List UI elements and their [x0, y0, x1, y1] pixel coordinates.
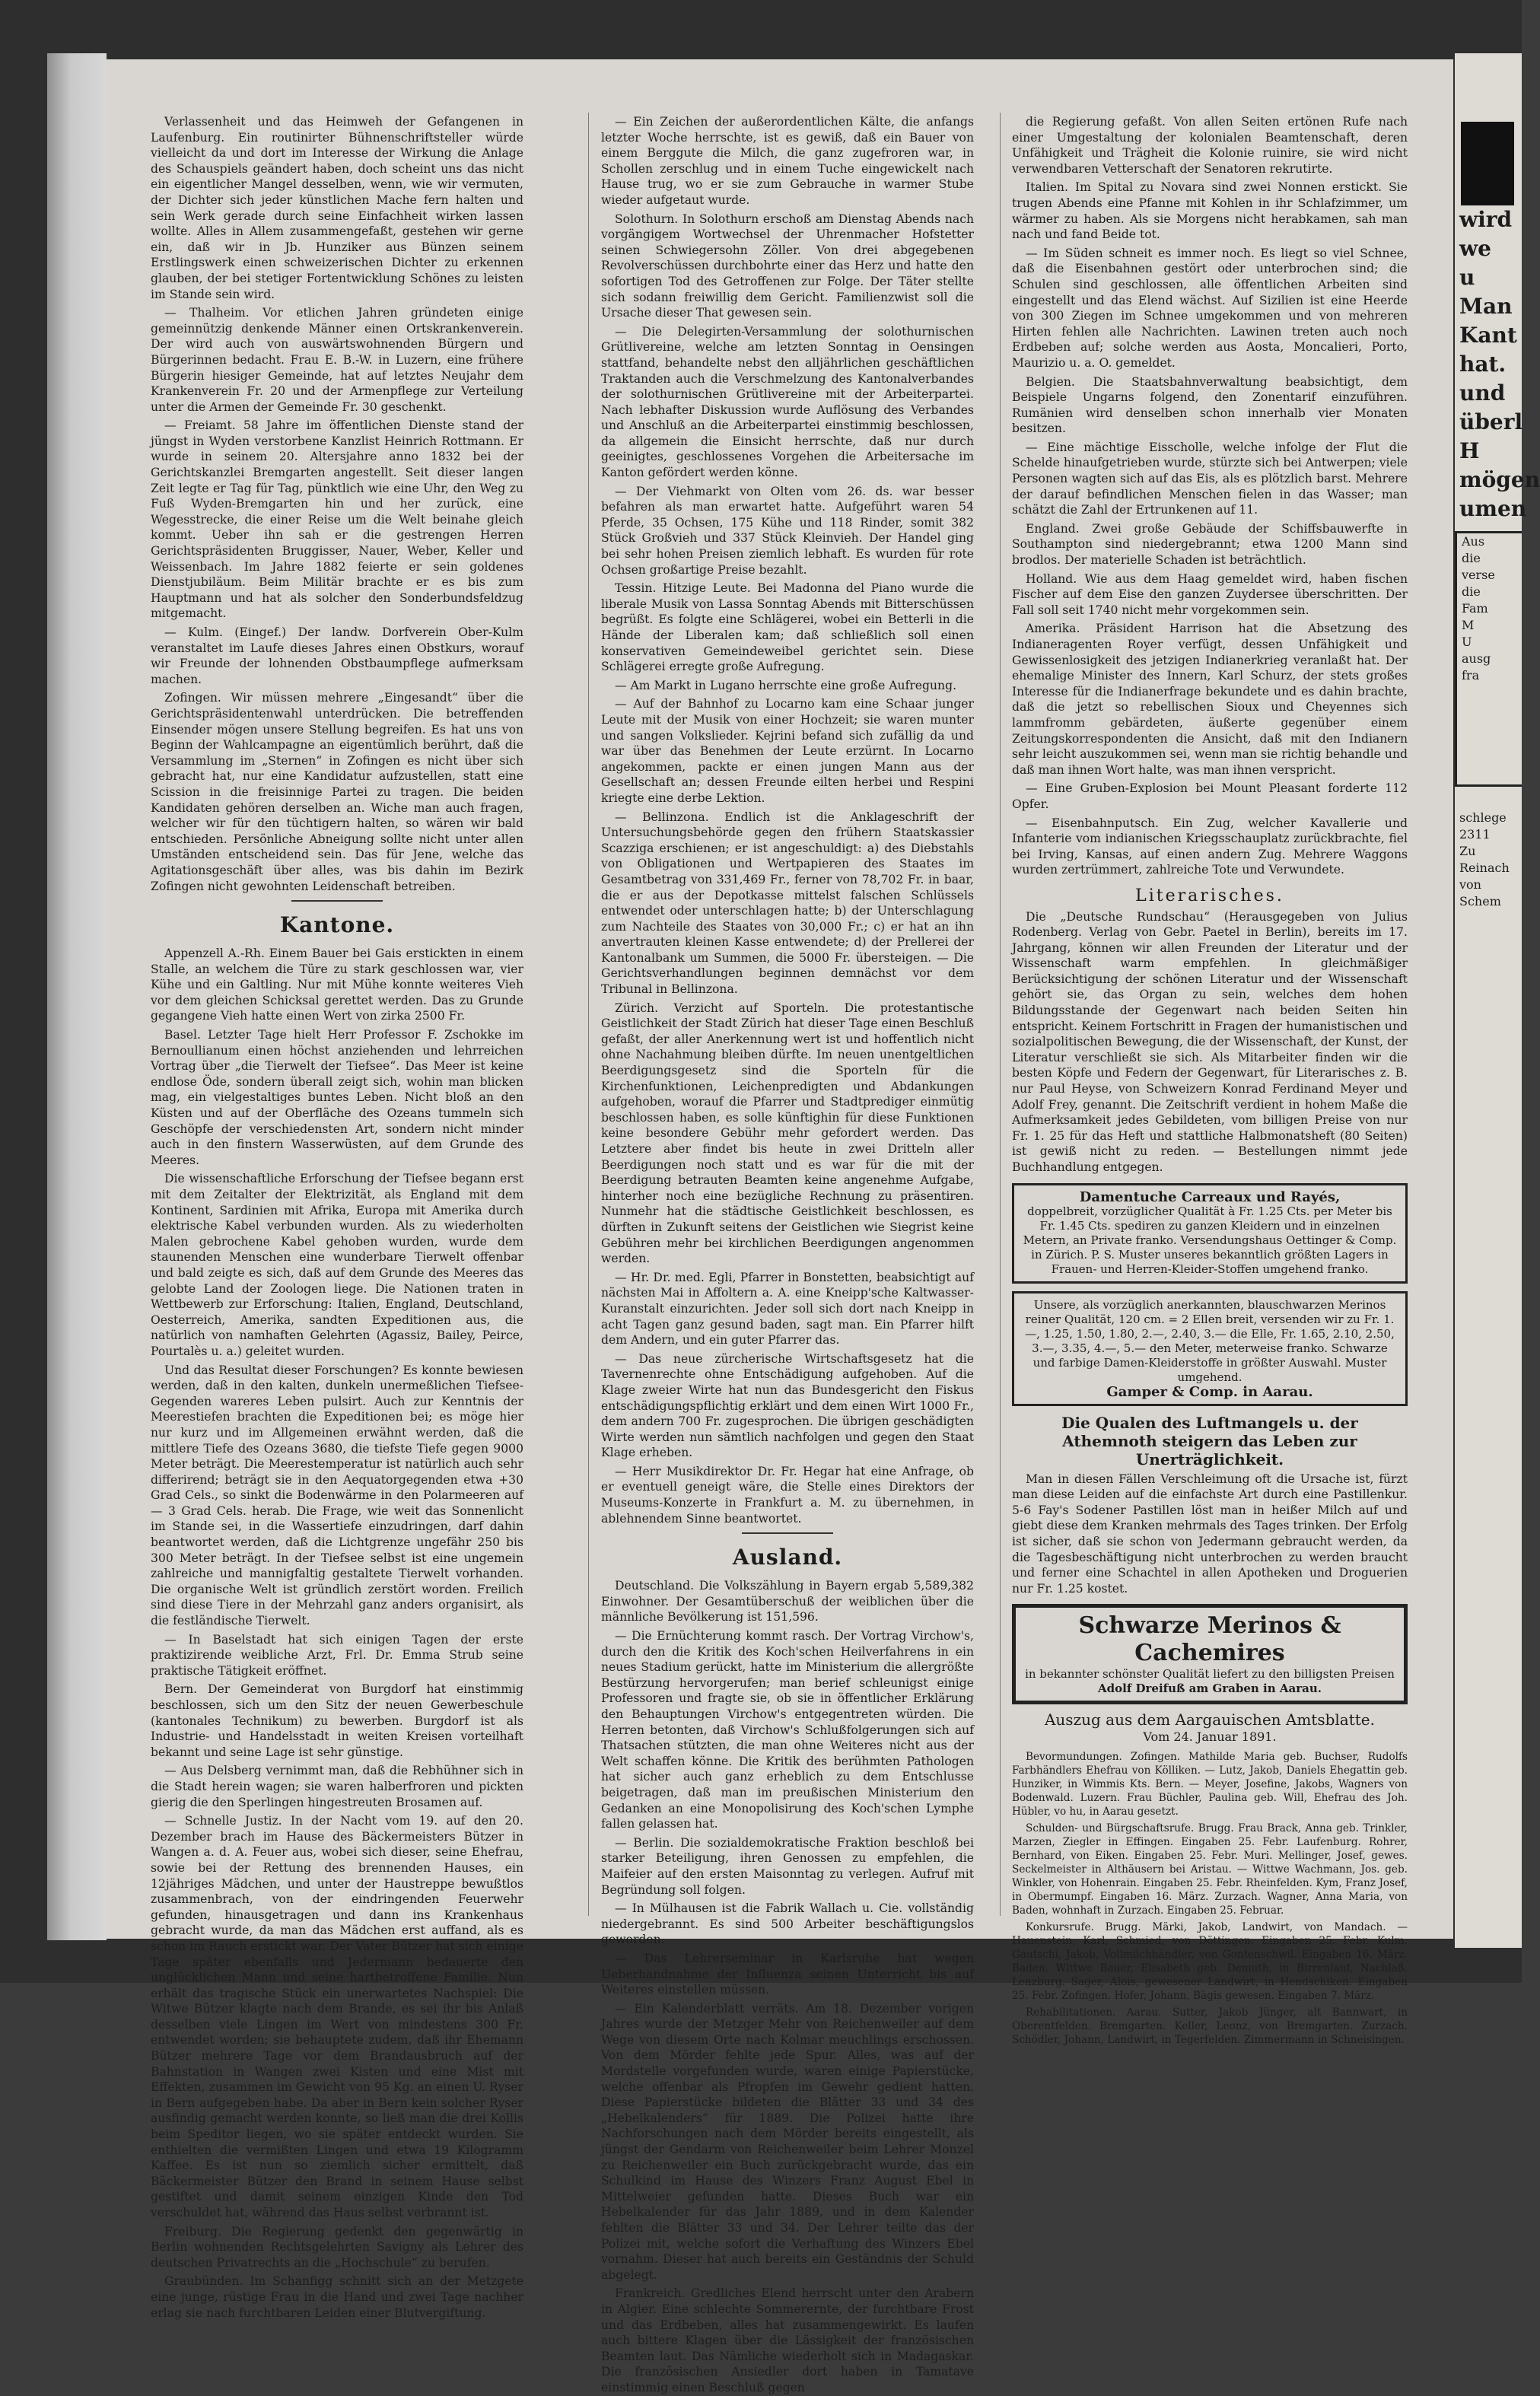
- article-paragraph: Bern. Der Gemeinderat von Burgdorf hat einstimmig beschlossen, sich um den Sitz der neuen Gewerbeschule (kantonales Technikum) zu bewerben. Burgdorf ist als Industrie- und Handelsstadt in weiten Kreisen vorteilhaft bekannt und seine Lage ist sehr günstige.: [151, 1682, 523, 1759]
- article-paragraph: — Der Viehmarkt von Olten vom 26. ds. war besser befahren als man erwartet hatte. Aufgeführt waren 54 Pferde, 35 Ochsen, 175 Kühe und 118 Rinder, somit 382 Stück Großvieh und 337 Stück Kleinvieh. Der Handel ging bei sehr hohen Preisen ziemlich lebhaft. Es wurden für rote Ochsen großartige Preise bezahlt.: [601, 484, 974, 577]
- amtsblatt-heading: Auszug aus dem Aargauischen Amtsblatte.: [1044, 1710, 1375, 1729]
- article-paragraph: — Berlin. Die sozialdemokratische Fraktion beschloß bei starker Beteiligung, ihren Genossen zu empfehlen, die Maifeier auf den ersten Maisonntag zu verlegen. Aufruf mit Begründung soll folgen.: [601, 1835, 974, 1897]
- article-paragraph: — Auf der Bahnhof zu Locarno kam eine Schaar junger Leute mit der Musik von einer Hochzeit; sie waren munter und sangen Volkslieder. Kejrini befand sich zufällig da und war über das Benehmen der Leute erzürnt. In Locarno angekommen, packte er einen jungen Mann aus der Gesellschaft an; dessen Freunde eilten herbei und Respini kriegte eine derbe Lektion.: [601, 697, 974, 805]
- adjacent-page-word: überl: [1459, 409, 1523, 434]
- article-paragraph: — Herr Musikdirektor Dr. Fr. Hegar hat eine Anfrage, ob er eventuell geneigt wäre, die Stelle eines Direktors der Museums-Konzerte in Frankfurt a. M. zu übernehmen, in ablehnendem Sinne beantwortet.: [601, 1464, 974, 1526]
- masthead-fragment: [1461, 122, 1514, 205]
- adjacent-page-word: wird: [1459, 207, 1513, 232]
- ad-schwarze-merinos-title: Schwarze Merinos & Cachemires: [1078, 1612, 1341, 1667]
- article-paragraph: Graubünden. Im Schanfigg schnitt sich an der Metzgete eine junge, rüstige Frau in die Hand und zwei Tage nachher erlag sie nach furchtbaren Leiden einer Blutvergiftung.: [151, 2274, 523, 2320]
- adjacent-ad-text: [1457, 533, 1522, 684]
- article-paragraph: — Aus Delsberg vernimmt man, daß die Rebhühner sich in die Stadt herein wagen; sie waren halberfroren und pickten gierig die den Sperlingen hingestreuten Brosamen auf.: [151, 1764, 523, 1809]
- article-paragraph: Tessin. Hitzige Leute. Bei Madonna del Piano wurde die liberale Musik von Lassa Sonntag Abends mit Bitterschüssen begrüßt. Es folgte eine Schlägerei, wobei ein Betterli in die Hände der Liberalen kam; daß schließlich soll einen konservativen Gemeindeweibel gerichtet sein. Diese Schlägerei erregte große Aufregung.: [601, 581, 974, 674]
- article-paragraph: — Das Lehrerseminar in Karlsruhe hat wegen Ueberhandnahme der Influenza seinen Unterricht bis auf Weiteres einstellen müssen.: [601, 1951, 974, 1997]
- article-paragraph: — Im Süden schneit es immer noch. Es liegt so viel Schnee, daß die Eisenbahnen gestört oder unterbrochen sind; die Schulen sind geschlossen, alle öffentlichen Arbeiten sind eingestellt und das Elend wächst. Auf Sizilien ist eine Heerde von 300 Ziegen im Schnee umgekommen und von mehreren Hirten fehlen alle Nachrichten. Lawinen treten auch noch Erdbeben auf; solche werden aus Aosta, Moncalieri, Porto, Maurizio u. a. O. gemeldet.: [1012, 246, 1408, 370]
- adjacent-page-word: von: [1459, 877, 1481, 892]
- article-paragraph: — Die Ernüchterung kommt rasch. Der Vortrag Virchow's, durch den die Kritik des Koch'schen Heilverfahrens in ein neues Stadium gerückt, hatte im Ministerium die allergrößte Bestürzung hervorgerufen; man berief schleunigst einige Professoren und fragte sie, ob sie in öffentlicher Erklärung den Behauptungen Virchow's entgegentreten würden. Die Herren betonten, daß Virchow's Schlußfolgerungen sich auf Thatsachen stützten, die man ohne Weiteres nicht aus der Welt schaffen könne. Die Kritik des berühmten Pathologen hat sicher auch ganz erheblich zu dem Entschlusse beigetragen, daß man im preußischen Ministerium den Gedanken an eine Monopolisirung des Koch'schen Lymphe fallen gelassen hat.: [601, 1629, 974, 1831]
- adjacent-page-word: umen: [1459, 496, 1527, 521]
- article-paragraph: — Kulm. (Eingef.) Der landw. Dorfverein Ober-Kulm veranstaltet im Laufe dieses Jahres einen Obstkurs, worauf wir Freunde der lohnenden Obstbaumpflege aufmerksam machen.: [151, 625, 523, 686]
- ad-damentuche: [1012, 1183, 1408, 1284]
- adjacent-page-fragment: [1455, 68, 1540, 1940]
- adjacent-page-word: Schem: [1459, 894, 1501, 908]
- amtsblatt-date: Vom 24. Januar 1891.: [1143, 1729, 1277, 1744]
- literarisches-heading: Literarisches.: [1135, 886, 1284, 905]
- adjacent-page-word: M: [1462, 618, 1475, 632]
- adjacent-page-word: Man: [1459, 294, 1513, 319]
- adjacent-page-word: und: [1459, 380, 1506, 406]
- adjacent-page-word: U: [1462, 635, 1472, 649]
- column-1: [151, 114, 523, 2320]
- column-rule: [1000, 113, 1001, 1916]
- article-paragraph: — Ein Zeichen der außerordentlichen Kälte, die anfangs letzter Woche herrschte, ist es gewiß, daß ein Bauer von einem Berggute die Milch, die ganz zugefroren war, in Schollen zerschlug und in einem Tuche eingewickelt nach Hause trug, wo er sie zum Gebrauche in warmer Stube wieder aufgetaut wurde.: [601, 115, 974, 207]
- article-paragraph: Und das Resultat dieser Forschungen? Es konnte bewiesen werden, daß in den kalten, dunkeln unermeßlichen Tiefsee-Gegenden wareres Leben pulsirt. Auch zur Kenntnis der Meerestiefen brachten die Expeditionen bei; es möge hier nur kurz und im Allgemeinen erwähnt werden, daß die mittlere Tiefe des Ozeans 3680, die tiefste Tiefe gegen 9000 Meter beträgt. Die Meerestemperatur ist natürlich auch sehr differirend; beträgt sie in den Aequatorgegenden etwa +30 Grad Cels., so sinkt die Bodenwärme in den Polarmeeren auf — 3 Grad Cels. herab. Die Frage, wie weit das Sonnenlicht im Stande sei, in die Wassertiefe einzudringen, darf dahin beantwortet werden, daß die Lichtgrenze ungefähr 250 bis 300 Meter beträgt. In der Tiefsee selbst ist eine ungemein zahlreiche und mannigfaltig gestaltete Tierwelt vorhanden. Die organische Welt ist gründlich zerstört worden. Freilich sind diese Tiere in der Mehrzahl ganz anders organisirt, als die festländische Tierwelt.: [151, 1363, 523, 1628]
- section-heading-ausland: Ausland.: [732, 1545, 843, 1570]
- adjacent-page-word: die: [1462, 584, 1481, 599]
- article-paragraph: Zürich. Verzicht auf Sporteln. Die protestantische Geistlichkeit der Stadt Zürich hat dieser Tage einen Beschluß gefaßt, der aller Anerkennung wert ist und hoffentlich nicht ohne Nachahmung bleiben dürfte. Im neuen unentgeltlichen Beerdigungsgesetz sind die Sporteln für die Kirchenfunktionen, Leichenpredigten und Abdankungen aufgehoben, worauf die Pfarrer und Stadtprediger einmütig beschlossen haben, es solle künftighin für diese Funktionen keine besondere Gebühr mehr gefordert werden. Das Letztere aber findet bis heute in zwei Dritteln aller Beerdigungen noch statt und es war für die mit der Beerdigung betrauten Beamten keine angenehme Aufgabe, hinterher noch eine bezügliche Rechnung zu präsentiren. Nunmehr hat die städtische Geistlichkeit beschlossen, es dürften in Zukunft seitens der Geistlichen wie Siegrist keine Gebühren mehr bei kirchlichen Beerdigungen angenommen werden.: [601, 1001, 974, 1266]
- column-2-articles: [601, 114, 974, 1526]
- amtsblatt-entry: Rehabilitationen. Aarau. Sutter, Jakob Jünger, alt Bannwart, in Oberentfelden. Bremgarten. Keller, Leonz, von Bremgarten. Zurzach. Schödler, Johann, Landwirt, in Tegerfelden. Zimmermann in Schneisingen.: [1012, 2006, 1408, 2046]
- ad-damentuche-title: Damentuche Carreaux und Rayés,: [1079, 1188, 1341, 1205]
- article-paragraph: Freiburg. Die Regierung gedenkt den gegenwärtig in Berlin wohnenden Rechtsgelehrten Savigny als Lehrer des deutschen Privatrechts an die „Hochschule“ zu berufen.: [151, 2224, 523, 2270]
- article-paragraph: die Regierung gefaßt. Von allen Seiten ertönen Rufe nach einer Umgestaltung der kolonialen Beamtenschaft, deren Unfähigkeit und Trägheit die Kolonie ruinire, sie wird nicht verwendbaren Vetterschaft der Senatoren rekrutirte.: [1012, 115, 1408, 176]
- amtsblatt-entry: Konkursrufe. Brugg. Märki, Jakob, Landwirt, von Mandach. — Hauenstein, Karl, Schmied, von Döttingen. Eingaben 25. Febr. Kulm. Gautschi, Jakob, Vollmilchhändler, von Gontenschwil. Eingaben 16. März. Baden. Wittwe Bauer, Elisabeth geb. Demuth, in Birrenlauf, Nachlaß. Lenzburg. Sager, Alois, gewesener Landwirt, in Hendschiken. Eingaben 25. Febr. Zofingen. Hofer, Johann, Bägis gewesen. Eingaben 7. März.: [1012, 1920, 1408, 2002]
- adjacent-page-word: mögen: [1459, 467, 1540, 492]
- section-rule: [742, 1532, 833, 1534]
- adjacent-page-word: hat.: [1459, 352, 1507, 377]
- article-paragraph: Basel. Letzter Tage hielt Herr Professor F. Zschokke im Bernoullianum einen höchst anziehenden und lehrreichen Vortrag über „die Tierwelt der Tiefsee“. Das Meer ist keine endlose Öde, sondern überall zeigt sich, wohin man blicken mag, ein vielgestaltiges buntes Leben. Nicht bloß an den Küsten und auf der Oberfläche des Ozeans tummeln sich Geschöpfe der verschiedensten Art, sondern nicht minder auch in den finstern Wasserwüsten, auf dem Grunde des Meeres.: [151, 1028, 523, 1167]
- adjacent-page-word: Reinach: [1459, 861, 1510, 875]
- adjacent-page-word: Kant: [1459, 323, 1517, 348]
- ad-damentuche-text: doppelbreit, vorzüglicher Qualität à Fr. 1.25 Cts. per Meter bis Fr. 1.45 Cts. spediren zu ganzen Kleidern und in einzelnen Metern, an Private franko. Versendungshaus Oettinger & Comp. in Zürich. P. S. Muster unseres bekanntlich größten Lagers in Frauen- und Herren-Kleider-Stoffen umgehend franko.: [1023, 1204, 1397, 1276]
- article-paragraph: England. Zwei große Gebäude der Schiffsbauwerfte in Southampton sind niedergebrannt; etwa 1200 Mann sind brodlos. Der materielle Schaden ist beträchtlich.: [1012, 521, 1408, 568]
- amtsblatt-entry: Bevormundungen. Zofingen. Mathilde Maria geb. Buchser, Rudolfs Farbhändlers Ehefrau von Kölliken. — Lutz, Jakob, Daniels Ehegattin geb. Hunziker, in Wimmis Kts. Bern. — Meyer, Josefine, Jakobs, Wagners von Bodenwald. Luzern. Frau Büchler, Paulina geb. Will, Ehefrau des Joh. Hübler, vo hu, in Aarau gesetzt.: [1012, 1750, 1408, 1818]
- column-1-articles: [151, 114, 523, 894]
- adjacent-page-word: verse: [1462, 568, 1495, 582]
- article-paragraph: — Ein Kalenderblatt verräts. Am 18. Dezember vorigen Jahres wurde der Metzger Mehr von Reichenweiler auf dem Wege von diesem Orte nach Kolmar meuchlings erschossen. Von dem Mörder fehlte jede Spur. Alles, was auf der Mordstelle vorgefunden wurde, waren einige Papierstücke, welche offenbar als Pfropfen im Gewehr gedient hatten. Diese Papierstücke bildeten die Blätter 33 und 34 des „Hebelkalenders“ für 1889. Die Polizei hatte ihre Nachforschungen nach dem Mörder bereits eingestellt, als jüngst der Gendarm von Reichenweiler beim Lehrer Monzel zu Reichenweiler ein Buch zurückgebracht wurde, das ein Schulkind im Hause des Winzers Franz August Ebel in Mittelweier gefunden hatte. Dieses Buch war ein Hebelkalender für das Jahr 1889, und in dem Kalender fehlten die Blätter 33 und 34. Der Lehrer teilte das der Polizei mit, welche sofort die Verhaftung des Winzers Ebel vornahm. Dieser hat auch bereits ein Geständnis der Schuld abgelegt.: [601, 2001, 974, 2282]
- ad-schwarze-merinos-text: in bekannter schönster Qualität liefert zu den billigsten Preisen: [1025, 1667, 1395, 1682]
- column-1-kantone-articles: [151, 946, 523, 2321]
- column-3-articles: [1012, 114, 1408, 878]
- article-paragraph: Italien. Im Spital zu Novara sind zwei Nonnen erstickt. Sie trugen Abends eine Pfanne mit Kohlen in ihr Schlafzimmer, um wärmer zu haben. Als sie Morgens nicht herabkamen, sah man nach und fand Beide tot.: [1012, 180, 1408, 242]
- adjacent-page-word: Fam: [1462, 601, 1488, 616]
- adjacent-ad-box: [1455, 531, 1522, 787]
- ad-schwarze-merinos: [1012, 1604, 1408, 1704]
- article-paragraph: Amerika. Präsident Harrison hat die Absetzung des Indianeragenten Royer verfügt, dessen Unfähigkeit und Gewissenlosigkeit des jetzigen Indianerkrieg veranlaßt hat. Der ehemalige Minister des Innern, Karl Schurz, der stets großes Interesse für die Indianerfrage bekundete und es dahin brachte, daß die jetzt so rebellischen Sioux und Cheyennes sich lammfromm gebärdeten, äußerte gegenüber einem Zeitungskorrespondenten die Ansicht, daß mit den Indianern sehr leicht auszukommen sei, wenn man sie richtig behandle und daß man ihnen Wort halte, was man ihnen verspricht.: [1012, 622, 1408, 777]
- article-paragraph: Solothurn. In Solothurn erschoß am Dienstag Abends nach vorgängigem Wortwechsel der Uhrenmacher Hofstetter seinen Schwiegersohn Zöller. Von drei abgegebenen Revolverschüssen durchbohrte einer das Herz und hatte den sofortigen Tod des Getroffenen zur Folge. Der Täter stellte sich sodann freiwillig dem Gericht. Familienzwist soll die Ursache dieser That gewesen sein.: [601, 212, 974, 320]
- adjacent-page-word: Aus: [1462, 534, 1485, 549]
- column-3: [1012, 114, 1408, 2046]
- adjacent-page-word: Zu: [1459, 844, 1476, 858]
- article-paragraph: — Freiamt. 58 Jahre im öffentlichen Dienste stand der jüngst in Wyden verstorbene Kanzlist Heinrich Rottmann. Er wurde in seinem 20. Altersjahre anno 1832 bei der Gerichtskanzlei Bremgarten angestellt. Seit dieser langen Zeit legte er Tag für Tag, pünktlich wie eine Uhr, den Weg zu Fuß Wyden-Bremgarten hin und her zurück, eine Wegesstrecke, die einer Reise um die Welt beinahe gleich kommt. Ueber ihn sah er die gestrengen Herren Gerichtspräsidenten Bruggisser, Nauer, Weber, Keller und Weissenbach. Im Jahre 1882 feierte er sein goldenes Dienstjubiläum. Beim Militär brachte er es bis zum Hauptmann und hat als solcher den Sonderbundsfeldzug mitgemacht.: [151, 418, 523, 621]
- adjacent-page-words: [1455, 205, 1540, 523]
- ad-merinos-gamper: [1012, 1291, 1408, 1406]
- article-paragraph: Zofingen. Wir müssen mehrere „Eingesandt“ über die Gerichtspräsidentenwahl unterdrücken. Die betreffenden Einsender mögen unsere Stellung begreifen. Es hat uns von Beginn der Wahlcampagne an eigentümlich berührt, daß die Versammlung im „Sternen“ in Zofingen es nicht über sich gebracht hat, nur eine Kandidatur aufzustellen, statt eine Scission in die freisinnige Partei zu tragen. Die beiden Kandidaten gehören derselben an. Wiche man auch fragen, welcher wir für den tüchtigern halten, so wären wir bald entschieden. Persönliche Abneigung sollte nicht unter allen Umständen entscheidend sein. Das für Jene, welche das Agitationsgeschäft über alles, was bis dahin im Bezirk Zofingen nicht gewohnten Leidenschaft betreiben.: [151, 691, 523, 893]
- article-paragraph: Holland. Wie aus dem Haag gemeldet wird, haben fischen Fischer auf dem Eise den ganzen Zuydersee überschritten. Der Fall soll seit 1740 nicht mehr vorgekommen sein.: [1012, 571, 1408, 617]
- adjacent-page-word: ausg: [1462, 651, 1491, 666]
- ad-merinos-gamper-text: Unsere, als vorzüglich anerkannten, blauschwarzen Merinos reiner Qualität, 120 cm. = 2 Ellen breit, versenden wir zu Fr. 1.—, 1.25, 1.50, 1.80, 2.—, 2.40, 3.— die Elle, Fr. 1.65, 2.10, 2.50, 3.—, 3.35, 4.—, 5.— den Meter, meterweise franko. Schwarze und farbige Damen-Kleiderstoffe in größter Auswahl. Muster umgehend.: [1025, 1297, 1395, 1384]
- article-paragraph: Frankreich. Gredliches Elend herrscht unter den Arabern in Algier. Eine schlechte Sommerernte, der furchtbare Frost und das Erdbeben, alles hat zusammengewirkt. Es laufen auch bittere Klagen über die Lässigkeit der französischen Beamten laut. Das Nämliche wiederholt sich in Madagaskar. Die französischen Ansiedler dort haben in Tamatave einstimmig einen Beschluß gegen: [601, 2286, 974, 2394]
- adjacent-page-word: schlege: [1459, 810, 1507, 825]
- adjacent-page-tail: [1455, 810, 1522, 910]
- ad-qualen-text: Man in diesen Fällen Verschleimung oft die Ursache ist, fürzt man diese Leiden auf die einfachste Art durch eine Pastillenkur. 5-6 Fay's Sodener Pastillen löst man in heißer Milch auf und giebt diese dem Kranken mehrmals des Tages trinken. Der Erfolg ist sicher, daß sie schon von Jedermann gebraucht werden, da die Tagesbeschäftigung nicht unterbrochen zu werden braucht und ferner eine Schachtel in allen Apotheken und Droguerien nur Fr. 1.25 kostet.: [1012, 1472, 1408, 1596]
- ad-qualen-heading: Die Qualen des Luftmangels u. der Athemnoth steigern das Leben zur Unerträglichkeit.: [1061, 1413, 1358, 1468]
- article-paragraph: Deutschland. Die Volkszählung in Bayern ergab 5,589,382 Einwohner. Der Gesamtüberschuß der weiblichen über die männliche Bevölkerung ist 151,596.: [601, 1579, 974, 1624]
- article-paragraph: — In Baselstadt hat sich einigen Tagen der erste praktizirende weibliche Arzt, Frl. Dr. Emma Strub seine praktische Tätigkeit eröffnet.: [151, 1632, 523, 1678]
- section-rule: [291, 900, 383, 902]
- article-paragraph: — Eine Gruben-Explosion bei Mount Pleasant forderte 112 Opfer.: [1012, 781, 1408, 811]
- adjacent-page-word: we: [1459, 236, 1491, 261]
- article-paragraph: — Bellinzona. Endlich ist die Anklageschrift der Untersuchungsbehörde gegen den frühern Staatskassier Scazziga erschienen; er ist angeschuldigt: a) des Diebstahls von Obligationen und Wertpapieren des Staates im Gesamtbetrag von 331,469 Fr., ferner von 78,702 Fr. in baar, die er aus der Depotkasse mittelst falschen Schlüssels entwendet oder unterschlagen hatte; b) der Unterschlagung zum Nachteile des Staates von 30,000 Fr.; c) er hat an ihn anvertrauten kleinen Kasse entwendete; d) der Prellerei der Kantonalbank um Summen, die 5000 Fr. übersteigen. — Die Gerichtsverhandlungen beginnen demnächst vor dem Tribunal in Bellinzona.: [601, 810, 974, 997]
- article-paragraph: — Das neue zürcherische Wirtschaftsgesetz hat die Tavernenrechte ohne Entschädigung aufgehoben. Auf die Klage zweier Wirte hat nun das Bundesgericht den Fiskus entschädigungspflichtig erklärt und dem einen Wirt 1000 Fr., dem andern 700 Fr. zugesprochen. Die übrigen geschädigten Wirte werden nun sämtlich nachfolgen und gegen den Staat Klage erheben.: [601, 1351, 974, 1460]
- column-rule: [588, 113, 589, 1916]
- page-binding: [47, 53, 107, 1940]
- column-2: [601, 114, 974, 2394]
- amtsblatt-entry: Schulden- und Bürgschaftsrufe. Brugg. Frau Brack, Anna geb. Trinkler, Marzen, Ziegler in Effingen. Eingaben 25. Febr. Laufenburg. Rohrer, Bernhard, von Eiken. Eingaben 25. Febr. Muri. Mellinger, Josef, gewes. Seckelmeister in Althäusern bei Aristau. — Wittwe Wachmann, Jos. geb. Winkler, von Hohenrain. Eingaben 25. Febr. Rheinfelden. Kym, Franz Josef, in Obermumpf. Eingaben 16. März. Zurzach. Wagner, Anna Maria, von Baden, wohnhaft in Zurzach. Eingaben 25. Februar.: [1012, 1822, 1408, 1917]
- article-paragraph: — Thalheim. Vor etlichen Jahren gründeten einige gemeinnützig denkende Männer einen Ortskrankenverein. Der wird auch von auswärtswohnenden Bürgern und Bürgerinnen bedacht. Frau E. B.-W. in Luzern, eine frühere Bürgerin hiesiger Gemeinde, hat auf letztes Neujahr dem Krankenverein Fr. 20 und der Armenpflege zur Verteilung unter die Armen der Gemeinde Fr. 30 geschenkt.: [151, 306, 523, 414]
- article-paragraph: — In Mülhausen ist die Fabrik Wallach u. Cie. vollständig niedergebrannt. Es sind 500 Arbeiter beschäftigungslos geworden.: [601, 1901, 974, 1947]
- adjacent-page-word: H: [1459, 438, 1480, 463]
- adjacent-page-word: 2311: [1459, 827, 1491, 842]
- article-paragraph: — Die Delegirten-Versammlung der solothurnischen Grütlivereine, welche am letzten Sonntag in Oensingen stattfand, behandelte nebst den alljährlichen geschäftlichen Traktanden auch die Verschmelzung des Kantonalverbandes der solothurnischen Grütlivereine mit der Arbeiterpartei. Nach lebhafter Diskussion wurde Auflösung des Verbandes und Anschluß an die Arbeiterpartei einstimmig beschlossen, da allgemein die Einsicht herrschte, daß nur durch geeinigtes, geschlossenes Vorgehen die Arbeitersache im Kanton gefördert werden könne.: [601, 324, 974, 480]
- adjacent-page-word: die: [1462, 551, 1481, 565]
- article-paragraph: — Schnelle Justiz. In der Nacht vom 19. auf den 20. Dezember brach im Hause des Bäckermeisters Bützer in Wangen a. d. A. Feuer aus, wobei sich dieser, seine Ehefrau, sowie bei der Rettung des brennenden Hauses, ein 12jähriges Mädchen, und unter der Haustreppe bewußtlos zusammenbrach, von der eindringenden Feuerwehr gefunden, hinausgetragen und dann ins Krankenhaus gebracht wurde, da man das Mädchen erst auffand, als es schon im Rauch erstickt war. Der Vater Bützer hat sich einige Tage später ebenfalls und Jedermann bedauerte den unglücklichen Mann und seine hartbetroffene Familie. Nun erhält das tragische Stück ein unerwartetes Nachspiel: Die Witwe Bützer klagte nach dem Brande, es sei ihr bis Anlaß desselben viele Lingen im Wert von mindestens 300 Fr. entwendet worden; sie behauptete zudem, daß ihr Ehemann Bützer mehrere Tage vor dem Brandausbruch auf der Bahnstation in Wangen zwei Kisten und eine Mist mit Effekten, zusammen im Gewicht von 95 Kg. an einen U. Ryser in Bern aufgegeben habe. Da aber in Bern kein solcher Ryser ausfindig gemacht werden konnte, so ließ man die drei Kollis beim Speditor liegen, wo sie später entdeckt wurden. Sie enthielten die vermißten Lingen und etwa 19 Kilogramm Kaffee. Es ist nun so ziemlich sicher ermittelt, daß Bäckermeister Bützer den Brand in seinem Hause selbst gestiftet und damit seinem einzigen Kinde den Tod verschuldet hat, während das Haus selbst verbrannt ist.: [151, 1814, 523, 2219]
- article-paragraph: Die wissenschaftliche Erforschung der Tiefsee begann erst mit dem Zeitalter der Elektrizität, als England mit dem Kontinent, Sardinien mit Afrika, Europa mit Amerika durch elektrische Kabel verbunden wurden. Als zu wiederholten Malen gebrochene Kabel gehoben wurden, wurde dem staunenden Menschen eine wunderbare Tierwelt offenbar und bald zeigte es sich, daß auf dem Grunde des Meeres das gelobte Land der Zoologen liege. Die Nationen traten in Wettbewerb zur Erforschung: Italien, England, Deutschland, Oesterreich, Amerika, sandten Expeditionen aus, die natürlich von namhaften Gelehrten (Agassiz, Bailey, Peirce, Pourtalès u. a.) geleitet wurden.: [151, 1172, 523, 1358]
- column-2-ausland-articles: [601, 1578, 974, 2395]
- amtsblatt-entries: [1012, 1750, 1408, 2047]
- article-paragraph: — Eine mächtige Eisscholle, welche infolge der Flut die Schelde hinaufgetrieben wurde, stürzte sich bei Antwerpen; viele Personen wagten sich auf das Eis, als es plötzlich barst. Mehrere der darauf befindlichen Menschen fielen in das Wasser; man schätzt die Zahl der Ertrunkenen auf 11.: [1012, 440, 1408, 517]
- article-paragraph: — Hr. Dr. med. Egli, Pfarrer in Bonstetten, beabsichtigt auf nächsten Mai in Affoltern a. A. eine Kneipp'sche Kaltwasser-Kuranstalt einzurichten. Jeder soll sich dort nach Kneipp in acht Tagen ganz gesund baden, sagt man. Ein Pfarrer hilft dem Andern, und ein guter Pfarrer das.: [601, 1270, 974, 1348]
- ad-schwarze-merinos-signature: Adolf Dreifuß am Graben in Aarau.: [1098, 1682, 1322, 1696]
- article-paragraph: Verlassenheit und das Heimweh der Gefangenen in Laufenburg. Ein routinirter Bühnenschriftsteller würde vielleicht da und dort im Interesse der Wirkung die Anlage des Schauspiels geändert haben, doch scheint uns das nicht ein eigentlicher Mangel desselben, wenn, wie wir vermuten, der Dichter sich jeder künstlichen Mache fern halten und sein Werk gerade durch seine Einfachheit wirken lassen wollte. Alles in Allem zusammengefaßt, gestehen wir gerne ein, daß wir in Jb. Hunziker aus Bünzen seinem Erstlingswerk einen schweizerischen Dichter zu erkennen glauben, der bei stetiger Fortentwicklung Schönes zu leisten im Stande sein wird.: [151, 115, 523, 301]
- article-paragraph: — Am Markt in Lugano herrschte eine große Aufregung.: [615, 678, 957, 692]
- adjacent-page-word: u: [1459, 265, 1475, 290]
- ad-merinos-gamper-signature: Gamper & Comp. in Aarau.: [1106, 1383, 1313, 1400]
- article-paragraph: — Eisenbahnputsch. Ein Zug, welcher Kavallerie und Infanterie vom indianischen Kriegsschauplatz zurückbrachte, fiel bei Irving, Kansas, auf einen andern Zug. Mehrere Waggons wurden zertrümmert, zahlreiche Tote und Verwundete.: [1012, 816, 1408, 877]
- article-paragraph: Appenzell A.-Rh. Einem Bauer bei Gais erstickten in einem Stalle, an welchem die Türe zu stark geschlossen war, vier Kühe und ein Galtling. Nur mit Mühe konnte weiteres Vieh vor dem gleichen Schicksal gerettet werden. Das zu Grunde gegangene Vieh hatte einen Wert von zirka 2500 Fr.: [151, 947, 523, 1023]
- adjacent-page-word: fra: [1462, 668, 1480, 683]
- article-paragraph: Belgien. Die Staatsbahnverwaltung beabsichtigt, dem Beispiele Ungarns folgend, den Zonentarif einzuführen. Rumänien wird denselben schon innerhalb vier Monaten besitzen.: [1012, 374, 1408, 436]
- literarisches-text: Die „Deutsche Rundschau“ (Herausgegeben von Julius Rodenberg. Verlag von Gebr. Paetel in Berlin), bereits im 17. Jahrgang, können wir allen Freunden der Literatur und der Wissenschaft warm empfehlen. In gleichmäßiger Berücksichtigung der schönen Literatur und der Wissenschaft gehört sie, das Organ zu sein, welches dem hohen Bildungsstande der Gegenwart nach beiden Seiten hin entspricht. Keinem Fortschritt in Fragen der humanistischen und sozialpolitischen Bewegung, die der Wissenschaft, der Kunst, der Literatur verschließt sie sich. Als Mitarbeiter finden wir die besten Köpfe und Federn der Gegenwart, für Literarisches z. B. nur Paul Heyse, von Schweizern Konrad Ferdinand Meyer und Adolf Frey, genannt. Die Zeitschrift verdient in hohem Maße die Aufmerksamkeit jedes Gebildeten, vom billigen Preise von nur Fr. 1. 25 für das Heft und stattliche Halbmonatsheft (80 Seiten) ist gewiß nicht zu reden. — Bestellungen nimmt jede Buchhandlung entgegen.: [1012, 909, 1408, 1174]
- section-heading-kantone: Kantone.: [279, 912, 395, 938]
